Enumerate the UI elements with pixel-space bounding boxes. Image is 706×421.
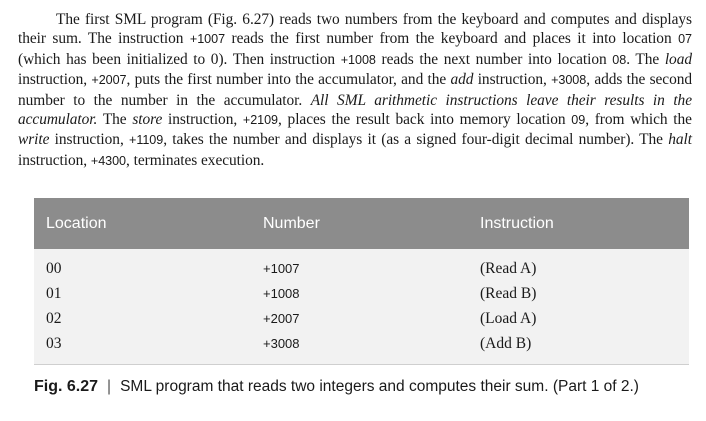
text-segment: instruction, [473, 71, 552, 89]
cell-location: 03 [46, 335, 62, 352]
caption-separator: | [107, 378, 112, 395]
caption-text: SML program that reads two integers and computes their sum. (Part 1 of 2.) [120, 378, 639, 395]
code-inline: +1007 [189, 32, 226, 47]
italic-term: halt [668, 131, 692, 149]
cell-location: 02 [46, 310, 62, 327]
cell-instruction: (Read A) [480, 260, 537, 277]
text-segment: . The [626, 50, 665, 68]
code-inline: +2007 [91, 73, 127, 88]
code-inline: 08 [612, 52, 627, 67]
text-segment: , places the result back into memory location [278, 111, 572, 129]
text-segment: instruction, [49, 131, 130, 149]
body-paragraph [18, 10, 692, 171]
cell-number: +1007 [263, 261, 300, 276]
table-row [34, 282, 689, 306]
cell-location: 01 [46, 285, 62, 302]
text-segment: The first SML program (Fig. 6.27) reads two numbers from the keyboard and computes and displays their sum. The instruction [18, 11, 692, 48]
table-header [34, 198, 689, 249]
code-inline: 09 [571, 113, 586, 128]
code-inline: +1008 [340, 52, 376, 67]
table-row [34, 257, 689, 281]
italic-emphasis: All SML arithmetic instructions leave their results in the accumulator. [18, 91, 692, 129]
text-segment: , adds the second number to the number in the accumulator. [18, 71, 693, 109]
text-segment: , terminates execution. [126, 151, 265, 169]
code-inline: +2109 [242, 113, 279, 128]
table-body [34, 249, 689, 365]
text-segment: instruction, [18, 151, 91, 169]
text-segment: (which has been initialized to 0). Then instruction [18, 50, 341, 68]
code-inline: +3008 [551, 73, 587, 88]
cell-location: 00 [46, 260, 62, 277]
figure-label: Fig. 6.27 [34, 378, 99, 395]
code-inline: +4300 [90, 153, 127, 168]
text-segment: instruction, [18, 71, 92, 89]
cell-number: +1008 [263, 286, 300, 301]
cell-instruction: (Read B) [480, 285, 537, 302]
code-inline: +1109 [129, 133, 164, 148]
text-segment: reads the next number into location [375, 50, 613, 68]
italic-term: load [664, 50, 692, 68]
header-location: Location [46, 214, 107, 232]
code-inline: 07 [678, 32, 692, 47]
header-number: Number [263, 214, 320, 232]
text-segment: , takes the number and displays it (as a signed four-digit decimal number). The [163, 131, 669, 149]
table-row [34, 307, 689, 331]
cell-instruction: (Load A) [480, 310, 537, 327]
sml-program-table [34, 198, 689, 365]
figure-caption [34, 378, 639, 396]
italic-term: write [18, 131, 50, 149]
italic-term: add [450, 71, 474, 89]
cell-number: +3008 [263, 336, 300, 351]
table-row [34, 332, 689, 356]
cell-number: +2007 [263, 311, 300, 326]
text-segment: reads the first number from the keyboard and places it into location [225, 30, 679, 48]
header-instruction: Instruction [480, 214, 554, 232]
cell-instruction: (Add B) [480, 335, 532, 352]
text-segment: , from which the [585, 111, 692, 129]
italic-term: store [132, 111, 163, 129]
text-segment: , puts the first number into the accumulator, and the [126, 71, 451, 89]
text-segment: The [97, 111, 133, 129]
text-segment: instruction, [162, 111, 243, 129]
